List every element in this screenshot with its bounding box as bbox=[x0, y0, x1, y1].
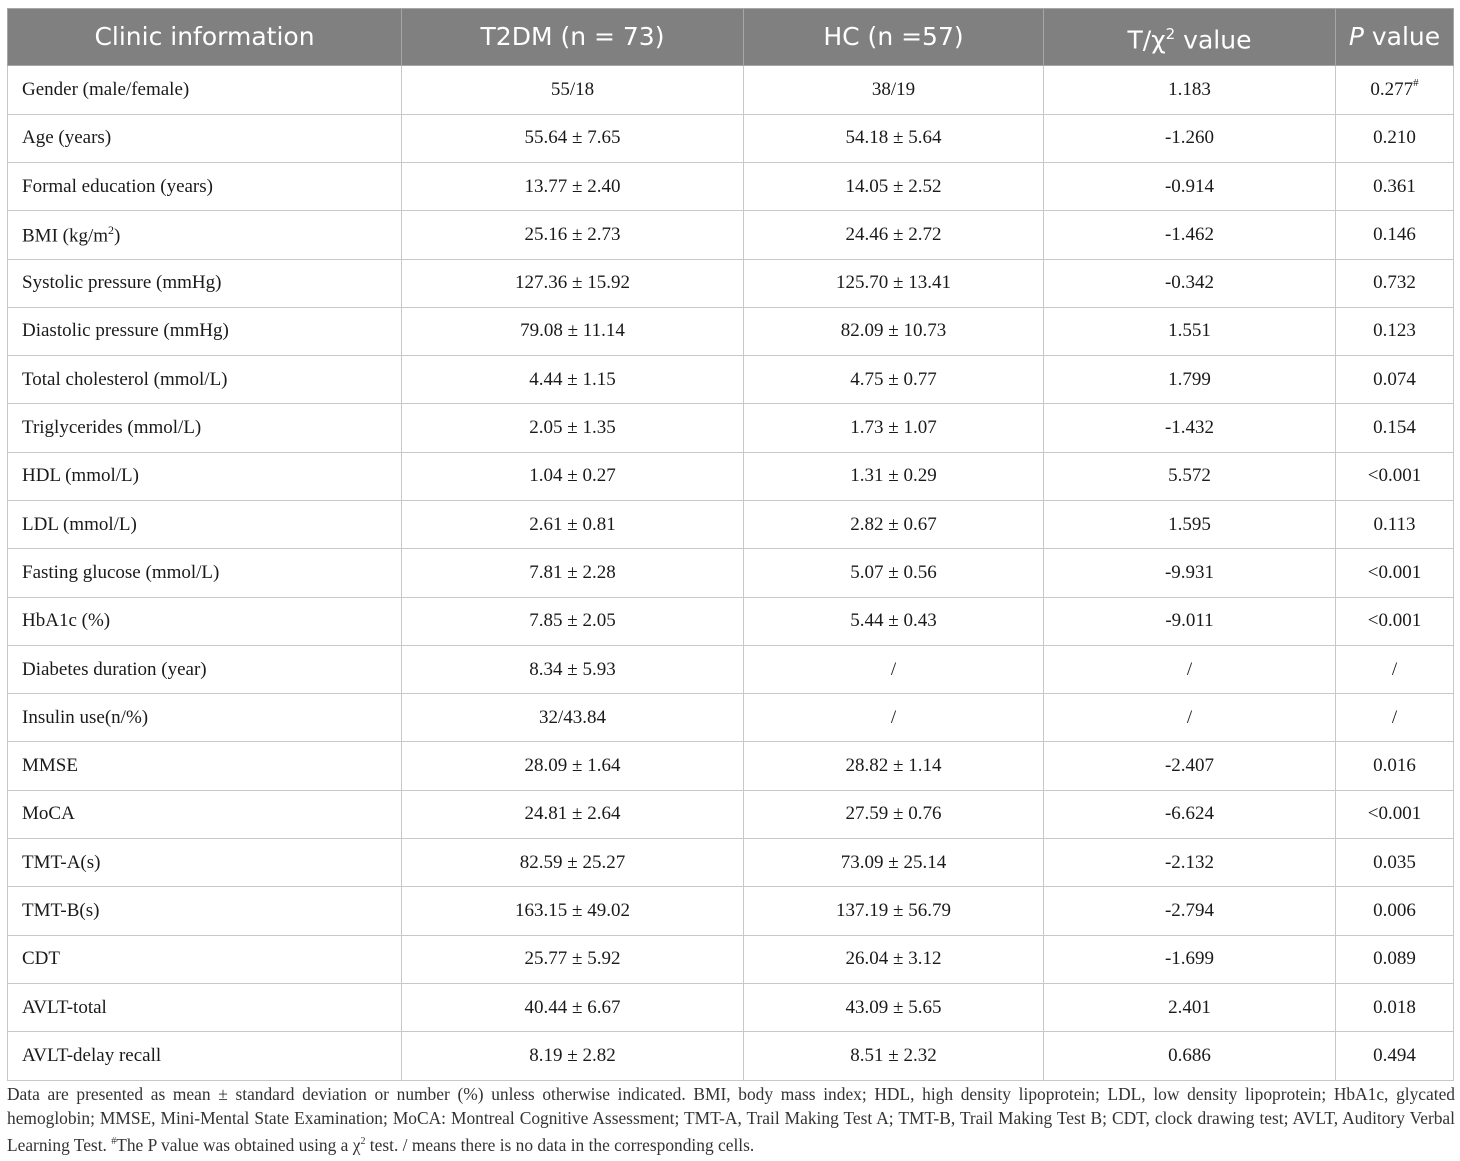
cell-statistic: -1.462 bbox=[1044, 211, 1336, 259]
cell-p-value: 0.035 bbox=[1336, 839, 1454, 887]
table-row bbox=[8, 356, 1454, 404]
cell-t2dm: 7.85 ± 2.05 bbox=[402, 597, 744, 645]
row-label: Systolic pressure (mmHg) bbox=[8, 259, 402, 307]
cell-hc: 125.70 ± 13.41 bbox=[744, 259, 1044, 307]
cell-hc: 1.73 ± 1.07 bbox=[744, 404, 1044, 452]
table-row bbox=[8, 259, 1454, 307]
cell-p-value: 0.074 bbox=[1336, 356, 1454, 404]
table-row bbox=[8, 790, 1454, 838]
cell-hc: 82.09 ± 10.73 bbox=[744, 307, 1044, 355]
cell-statistic: 1.183 bbox=[1044, 66, 1336, 114]
cell-statistic: -0.914 bbox=[1044, 162, 1336, 210]
cell-statistic: -1.699 bbox=[1044, 935, 1336, 983]
cell-statistic: 2.401 bbox=[1044, 983, 1336, 1031]
clinical-characteristics-table bbox=[7, 8, 1454, 1081]
cell-p-value: 0.006 bbox=[1336, 887, 1454, 935]
cell-p-value: <0.001 bbox=[1336, 452, 1454, 500]
row-label: BMI $(kg/m^2)$ bbox=[8, 211, 402, 259]
cell-t2dm: 127.36 ± 15.92 bbox=[402, 259, 744, 307]
cell-t2dm: 82.59 ± 25.27 bbox=[402, 839, 744, 887]
cell-statistic: / bbox=[1044, 645, 1336, 693]
cell-hc: 2.82 ± 0.67 bbox=[744, 501, 1044, 549]
row-label: Total cholesterol (mmol/L) bbox=[8, 356, 402, 404]
table-footnote: Data are presented as mean ± standard deviation or number (%) unless otherwise indicated. BMI, body mass index; HDL, high density lipoprotein; LDL, low density lipoprotein; HbA1c, glycated hemoglobin; MMSE, Mini-Mental State Examination; MoCA: Montreal Cognitive Assessment; TMT-A, Trail Making Test A; TMT-B, Trail Making Test B; CDT, clock drawing test; AVLT, Auditory Verbal Learning Test. #The P value was obtained using a $\chi^2$ test. / means there is no data in the corresponding cells. bbox=[7, 1084, 1455, 1155]
cell-t2dm: 24.81 ± 2.64 bbox=[402, 790, 744, 838]
cell-statistic: -6.624 bbox=[1044, 790, 1336, 838]
cell-p-value: <0.001 bbox=[1336, 790, 1454, 838]
cell-hc: 4.75 ± 0.77 bbox=[744, 356, 1044, 404]
row-label: Gender (male/female) bbox=[8, 66, 402, 114]
table-row bbox=[8, 162, 1454, 210]
cell-t2dm: 13.77 ± 2.40 bbox=[402, 162, 744, 210]
cell-hc: 8.51 ± 2.32 bbox=[744, 1032, 1044, 1080]
table-row bbox=[8, 935, 1454, 983]
cell-t2dm: 32/43.84 bbox=[402, 694, 744, 742]
cell-statistic: / bbox=[1044, 694, 1336, 742]
cell-t2dm: 7.81 ± 2.28 bbox=[402, 549, 744, 597]
cell-statistic: -2.407 bbox=[1044, 742, 1336, 790]
cell-hc: 24.46 ± 2.72 bbox=[744, 211, 1044, 259]
cell-statistic: -0.342 bbox=[1044, 259, 1336, 307]
cell-hc: 5.44 ± 0.43 bbox=[744, 597, 1044, 645]
row-label: HDL (mmol/L) bbox=[8, 452, 402, 500]
table-row bbox=[8, 1032, 1454, 1080]
footnote-test-note: The P value was obtained using a χ bbox=[116, 1134, 361, 1155]
row-label: HbA1c (%) bbox=[8, 597, 402, 645]
row-label: Triglycerides (mmol/L) bbox=[8, 404, 402, 452]
row-label: Age (years) bbox=[8, 114, 402, 162]
cell-hc: 73.09 ± 25.14 bbox=[744, 839, 1044, 887]
cell-statistic: 1.799 bbox=[1044, 356, 1336, 404]
header-p-value: P value bbox=[1336, 9, 1454, 66]
cell-p-value: 0.277# bbox=[1336, 66, 1454, 114]
cell-p-value: <0.001 bbox=[1336, 597, 1454, 645]
cell-p-value: 0.732 bbox=[1336, 259, 1454, 307]
cell-t2dm: 163.15 ± 49.02 bbox=[402, 887, 744, 935]
cell-statistic: 5.572 bbox=[1044, 452, 1336, 500]
cell-t2dm: 25.77 ± 5.92 bbox=[402, 935, 744, 983]
cell-statistic: 0.686 bbox=[1044, 1032, 1336, 1080]
cell-hc: 5.07 ± 0.56 bbox=[744, 549, 1044, 597]
table-row bbox=[8, 597, 1454, 645]
cell-p-value: 0.494 bbox=[1336, 1032, 1454, 1080]
table-row bbox=[8, 694, 1454, 742]
table-row bbox=[8, 404, 1454, 452]
table-row bbox=[8, 887, 1454, 935]
cell-p-value: 0.089 bbox=[1336, 935, 1454, 983]
cell-t2dm: 40.44 ± 6.67 bbox=[402, 983, 744, 1031]
table-row bbox=[8, 549, 1454, 597]
row-label: Insulin use(n/%) bbox=[8, 694, 402, 742]
cell-statistic: 1.551 bbox=[1044, 307, 1336, 355]
row-label: Diabetes duration (year) bbox=[8, 645, 402, 693]
cell-t2dm: 8.34 ± 5.93 bbox=[402, 645, 744, 693]
cell-hc: 14.05 ± 2.52 bbox=[744, 162, 1044, 210]
cell-t2dm: 55.64 ± 7.65 bbox=[402, 114, 744, 162]
row-label: LDL (mmol/L) bbox=[8, 501, 402, 549]
cell-t2dm: 4.44 ± 1.15 bbox=[402, 356, 744, 404]
header-t2dm: T2DM (n = 73) bbox=[402, 9, 744, 66]
cell-t2dm: 79.08 ± 11.14 bbox=[402, 307, 744, 355]
header-hc: HC (n =57) bbox=[744, 9, 1044, 66]
cell-hc: 26.04 ± 3.12 bbox=[744, 935, 1044, 983]
cell-statistic: -9.931 bbox=[1044, 549, 1336, 597]
table-row bbox=[8, 66, 1454, 114]
row-label: CDT bbox=[8, 935, 402, 983]
cell-p-value: 0.210 bbox=[1336, 114, 1454, 162]
table-row bbox=[8, 307, 1454, 355]
cell-t2dm: 2.05 ± 1.35 bbox=[402, 404, 744, 452]
cell-p-value: / bbox=[1336, 645, 1454, 693]
row-label: Formal education (years) bbox=[8, 162, 402, 210]
cell-t2dm: 8.19 ± 2.82 bbox=[402, 1032, 744, 1080]
cell-p-value: 0.123 bbox=[1336, 307, 1454, 355]
cell-hc: 1.31 ± 0.29 bbox=[744, 452, 1044, 500]
table-row bbox=[8, 211, 1454, 259]
footnote-hash-marker: # bbox=[111, 1136, 117, 1147]
table-header-row bbox=[8, 9, 1454, 66]
cell-t2dm: 28.09 ± 1.64 bbox=[402, 742, 744, 790]
cell-p-value: <0.001 bbox=[1336, 549, 1454, 597]
cell-statistic: -1.260 bbox=[1044, 114, 1336, 162]
table-row bbox=[8, 742, 1454, 790]
cell-p-value: / bbox=[1336, 694, 1454, 742]
table-row bbox=[8, 983, 1454, 1031]
row-label: Diastolic pressure (mmHg) bbox=[8, 307, 402, 355]
table-row bbox=[8, 114, 1454, 162]
table-row bbox=[8, 501, 1454, 549]
row-label: MoCA bbox=[8, 790, 402, 838]
cell-statistic: 1.595 bbox=[1044, 501, 1336, 549]
cell-hc: 28.82 ± 1.14 bbox=[744, 742, 1044, 790]
row-label: TMT-B(s) bbox=[8, 887, 402, 935]
cell-hc: 137.19 ± 56.79 bbox=[744, 887, 1044, 935]
row-label: AVLT-total bbox=[8, 983, 402, 1031]
table-row bbox=[8, 839, 1454, 887]
cell-p-value: 0.154 bbox=[1336, 404, 1454, 452]
cell-statistic: -2.132 bbox=[1044, 839, 1336, 887]
row-label: TMT-A(s) bbox=[8, 839, 402, 887]
cell-p-value: 0.361 bbox=[1336, 162, 1454, 210]
footnote-abbreviations: Data are presented as mean ± standard deviation or number (%) unless otherwise indicated. BMI, body mass index; HDL, high density lipoprotein; LDL, low density lipoprotein; HbA1c, glycated hemoglobin; MMSE, Mini-Mental State Examination; MoCA: Montreal Cognitive Assessment; TMT-A, Trail Making Test A; TMT-B, Trail Making Test B; CDT, clock drawing test; AVLT, Auditory Verbal Learning Test. bbox=[7, 1084, 1455, 1155]
cell-hc: 54.18 ± 5.64 bbox=[744, 114, 1044, 162]
cell-hc: / bbox=[744, 645, 1044, 693]
cell-p-value: 0.018 bbox=[1336, 983, 1454, 1031]
cell-p-value: 0.016 bbox=[1336, 742, 1454, 790]
cell-hc: 27.59 ± 0.76 bbox=[744, 790, 1044, 838]
row-label: MMSE bbox=[8, 742, 402, 790]
cell-p-value: 0.146 bbox=[1336, 211, 1454, 259]
header-statistic-value: $T/\chi^2$ value bbox=[1044, 9, 1336, 66]
cell-statistic: -9.011 bbox=[1044, 597, 1336, 645]
header-clinic-information: Clinic information bbox=[8, 9, 402, 66]
table-row bbox=[8, 452, 1454, 500]
cell-hc: 43.09 ± 5.65 bbox=[744, 983, 1044, 1031]
row-label: AVLT-delay recall bbox=[8, 1032, 402, 1080]
cell-hc: 38/19 bbox=[744, 66, 1044, 114]
row-label: Fasting glucose (mmol/L) bbox=[8, 549, 402, 597]
cell-hc: / bbox=[744, 694, 1044, 742]
table-row bbox=[8, 645, 1454, 693]
cell-p-value: 0.113 bbox=[1336, 501, 1454, 549]
cell-t2dm: 1.04 ± 0.27 bbox=[402, 452, 744, 500]
cell-statistic: -1.432 bbox=[1044, 404, 1336, 452]
cell-t2dm: 2.61 ± 0.81 bbox=[402, 501, 744, 549]
cell-t2dm: 55/18 bbox=[402, 66, 744, 114]
cell-t2dm: 25.16 ± 2.73 bbox=[402, 211, 744, 259]
cell-statistic: -2.794 bbox=[1044, 887, 1336, 935]
